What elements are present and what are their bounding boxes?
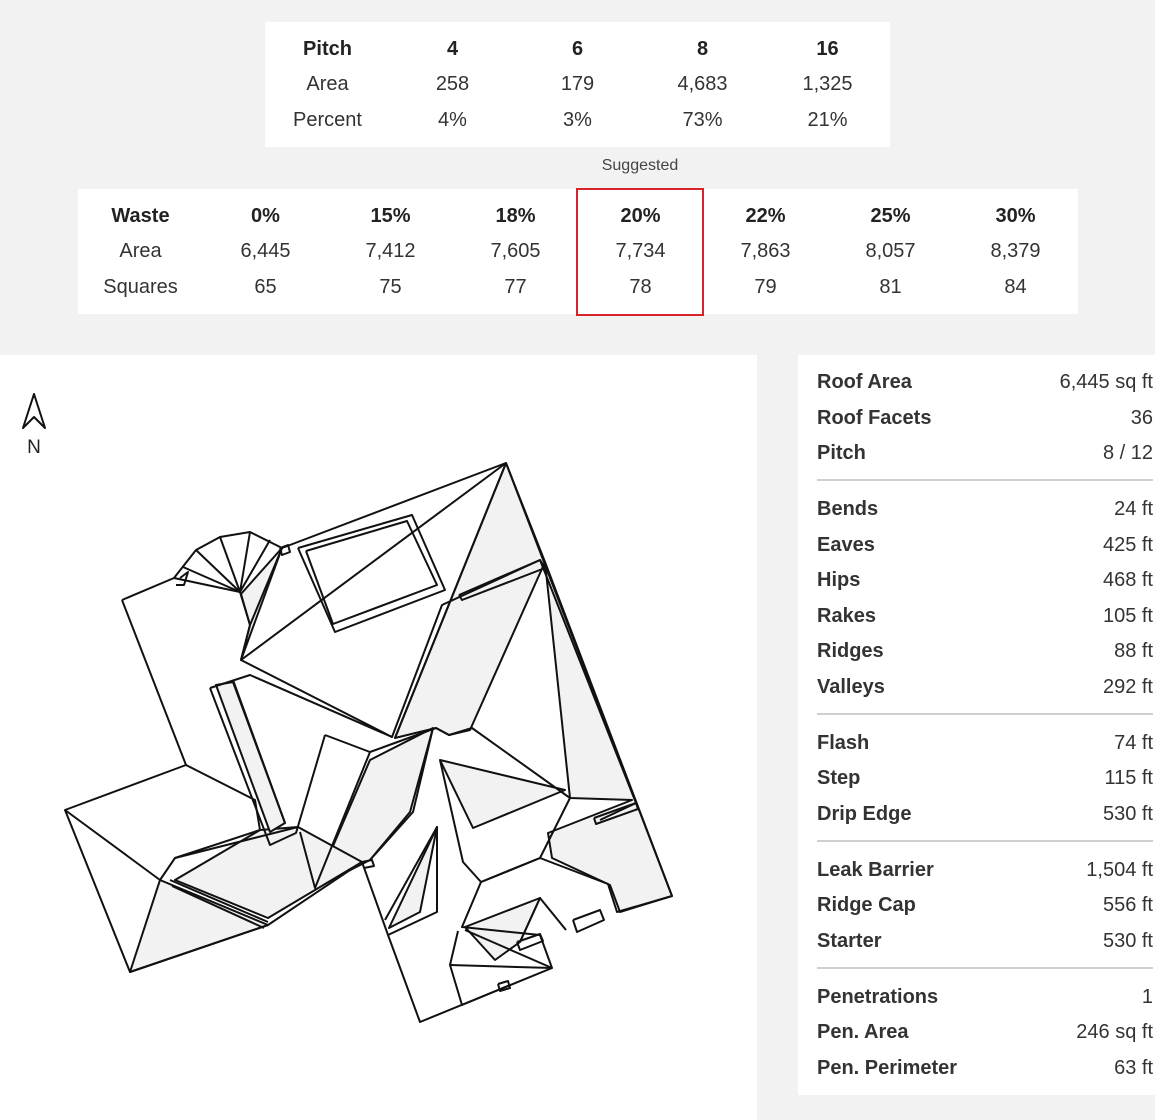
summary-label: Rakes: [817, 605, 876, 627]
summary-row-starter: [817, 924, 1155, 959]
waste-cell: 7,734: [615, 240, 666, 262]
pitch-cell: 21%: [807, 109, 848, 131]
waste-cell: 79: [754, 276, 777, 298]
summary-value: 468 ft: [1102, 569, 1153, 591]
waste-cell: 84: [1004, 276, 1027, 298]
waste-cell: 6,445: [240, 240, 291, 262]
pitch-row-area: [265, 67, 890, 102]
summary-row-bends: [817, 492, 1155, 527]
waste-cell: 7,605: [490, 240, 541, 262]
summary-label: Flash: [817, 732, 870, 754]
summary-divider: [817, 967, 1153, 969]
summary-value: 115 ft: [1104, 767, 1153, 789]
pitch-cell: 1,325: [802, 73, 853, 95]
waste-cell: 7,863: [740, 240, 791, 262]
roof-facet: [389, 827, 437, 928]
summary-label: Starter: [817, 930, 882, 952]
waste-header-cell: 0%: [251, 205, 280, 227]
summary-panel: [798, 355, 1155, 1095]
summary-value: 530 ft: [1102, 930, 1153, 952]
summary-row-pen-area: [817, 1015, 1155, 1050]
waste-cell: 8,057: [865, 240, 916, 262]
waste-cell: 65: [254, 276, 277, 298]
summary-row-roof-facets: [817, 401, 1155, 436]
summary-label: Roof Area: [817, 371, 912, 393]
summary-label: Bends: [817, 498, 879, 520]
summary-value: 88 ft: [1114, 640, 1153, 662]
summary-value: 63 ft: [1114, 1057, 1153, 1079]
roof-facet: [216, 682, 285, 832]
pitch-cell: 4,683: [677, 73, 728, 95]
summary-row-ridge-cap: [817, 888, 1155, 923]
summary-row-drip-edge: [817, 797, 1155, 832]
summary-value: 36: [1130, 407, 1153, 429]
summary-label: Pen. Perimeter: [817, 1057, 958, 1079]
roof-diagram: [0, 355, 757, 1120]
pitch-cell: 3%: [563, 109, 592, 131]
waste-header-cell: 15%: [370, 205, 411, 227]
summary-value: 74 ft: [1114, 732, 1153, 754]
summary-row-roof-area: [817, 365, 1155, 400]
waste-header-cell: 22%: [745, 205, 786, 227]
pitch-header-label: Pitch: [303, 38, 352, 60]
summary-label: Ridges: [817, 640, 884, 662]
summary-value: 292 ft: [1102, 676, 1153, 698]
waste-cell: 7,412: [365, 240, 416, 262]
pitch-cell: 73%: [682, 109, 723, 131]
summary-value: 24 ft: [1114, 498, 1153, 520]
summary-row-hips: [817, 563, 1155, 598]
waste-row-label: Squares: [103, 276, 178, 298]
waste-header-cell: 18%: [495, 205, 536, 227]
summary-value: 105 ft: [1102, 605, 1153, 627]
waste-cell: 77: [504, 276, 527, 298]
summary-value: 8 / 12: [1102, 442, 1153, 464]
waste-header-cell: 20%: [620, 205, 661, 227]
summary-label: Penetrations: [817, 986, 939, 1008]
waste-header-cell: 25%: [870, 205, 911, 227]
north-arrow-icon: [20, 392, 48, 432]
summary-label: Step: [817, 767, 861, 789]
suggested-highlight-box: [576, 188, 704, 316]
summary-divider: [817, 479, 1153, 481]
summary-label: Roof Facets: [817, 407, 932, 429]
waste-cell: 78: [629, 276, 652, 298]
summary-value: 6,445 sq ft: [1059, 371, 1153, 393]
summary-label: Pitch: [817, 442, 866, 464]
roof-facet: [440, 760, 565, 828]
pitch-row-label: Percent: [293, 109, 362, 131]
summary-row-pitch: [817, 436, 1155, 471]
roof-diagram-panel: [0, 355, 757, 1120]
summary-row-valleys: [817, 670, 1155, 705]
north-label: N: [27, 437, 41, 458]
summary-label: Pen. Area: [817, 1021, 909, 1043]
pitch-table: [265, 22, 890, 147]
summary-row-eaves: [817, 528, 1155, 563]
roof-edge: [450, 965, 552, 968]
pitch-row-label: Area: [306, 73, 349, 95]
summary-label: Leak Barrier: [817, 859, 934, 881]
summary-row-rakes: [817, 599, 1155, 634]
pitch-header-cell: 6: [571, 38, 584, 60]
pitch-header-cell: 16: [816, 38, 839, 60]
pitch-cell: 4%: [438, 109, 467, 131]
summary-row-penetrations: [817, 980, 1155, 1015]
pitch-cell: 179: [560, 73, 595, 95]
summary-divider: [817, 840, 1153, 842]
pitch-header-cell: 4: [446, 38, 459, 60]
summary-label: Drip Edge: [817, 803, 912, 825]
roof-edge: [573, 910, 604, 932]
waste-cell: 75: [379, 276, 402, 298]
summary-row-leak-barrier: [817, 853, 1155, 888]
waste-header-label: Waste: [111, 205, 170, 227]
summary-label: Ridge Cap: [817, 894, 916, 916]
waste-cell: 8,379: [990, 240, 1041, 262]
summary-value: 1,504 ft: [1086, 859, 1153, 881]
summary-value: 246 sq ft: [1076, 1021, 1153, 1043]
summary-row-flash: [817, 726, 1155, 761]
pitch-row-header: [265, 32, 890, 67]
summary-label: Eaves: [817, 534, 875, 556]
pitch-row-percent: [265, 103, 890, 138]
summary-row-ridges: [817, 634, 1155, 669]
summary-value: 530 ft: [1102, 803, 1153, 825]
pitch-cell: 258: [435, 73, 470, 95]
summary-row-step: [817, 761, 1155, 796]
summary-value: 556 ft: [1102, 894, 1153, 916]
summary-label: Hips: [817, 569, 861, 591]
waste-row-label: Area: [119, 240, 162, 262]
summary-label: Valleys: [817, 676, 885, 698]
pitch-header-cell: 8: [696, 38, 709, 60]
summary-row-pen-perimeter: [817, 1051, 1155, 1086]
summary-value: 425 ft: [1102, 534, 1153, 556]
suggested-label: Suggested: [601, 157, 679, 174]
summary-divider: [817, 713, 1153, 715]
waste-cell: 81: [879, 276, 902, 298]
summary-value: 1: [1141, 986, 1153, 1008]
waste-header-cell: 30%: [995, 205, 1036, 227]
